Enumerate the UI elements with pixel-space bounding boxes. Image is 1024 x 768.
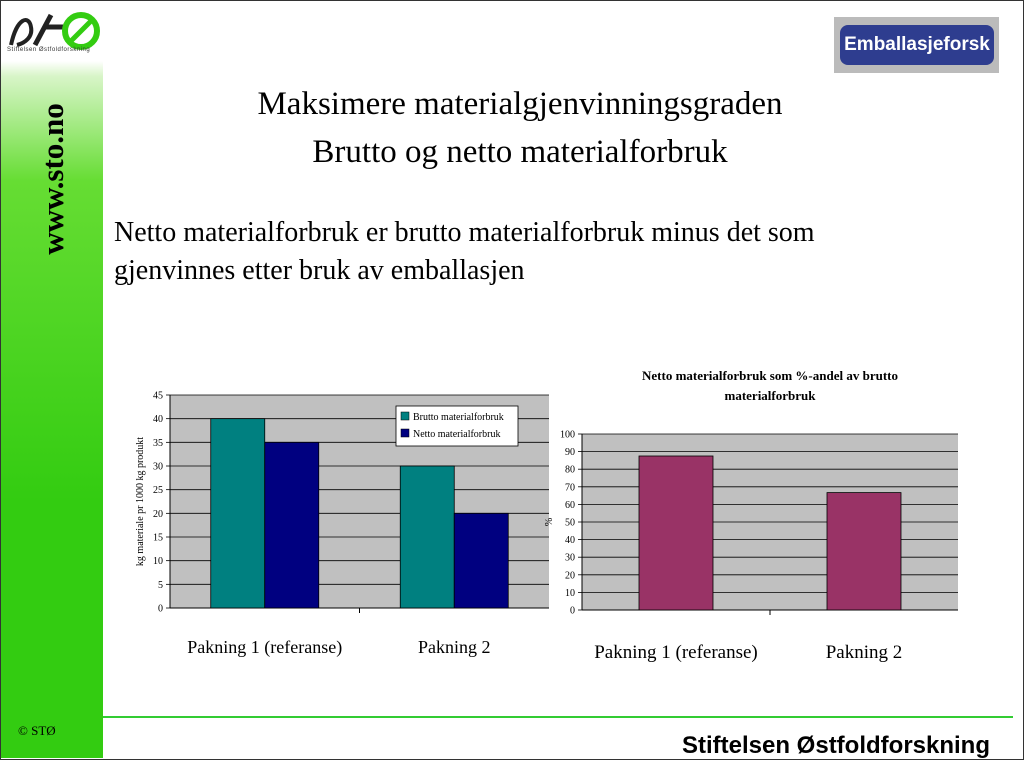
y-tick-label: 15 <box>153 532 163 544</box>
legend-swatch <box>401 429 409 437</box>
organization-name: Stiftelsen Østfoldforskning <box>681 732 990 759</box>
y-tick-label: 20 <box>565 570 575 582</box>
description-paragraph: Netto materialforbruk er brutto materialforbruk minus det som gjenvinnes etter bruk av emballasjen <box>114 217 815 286</box>
y-tick-label: 5 <box>158 579 163 591</box>
sidebar <box>1 1 103 758</box>
legend-swatch <box>401 412 409 420</box>
slide-subtitle: Brutto og netto materialforbruk <box>312 134 728 170</box>
bar-chart-netto-percent <box>540 362 970 672</box>
chart-title: materialforbruk <box>724 388 816 403</box>
x-category-label: Pakning 1 (referanse) <box>594 642 758 663</box>
bar <box>265 442 319 608</box>
legend-label: Netto materialforbruk <box>413 429 501 440</box>
y-tick-label: 20 <box>153 508 163 520</box>
y-tick-label: 70 <box>565 482 575 494</box>
bar-chart-materialforbruk <box>130 385 555 665</box>
x-category-label: Pakning 2 <box>825 642 903 663</box>
y-tick-label: 45 <box>153 390 163 402</box>
website-url: www.sto.no <box>35 103 70 255</box>
y-tick-label: 35 <box>153 437 163 449</box>
y-tick-label: 40 <box>565 535 575 547</box>
y-tick-label: 0 <box>570 605 575 617</box>
bar <box>827 493 901 610</box>
y-tick-label: 10 <box>565 587 575 599</box>
bar <box>400 466 454 608</box>
y-tick-label: 100 <box>560 429 575 441</box>
chart-title: Netto materialforbruk som %-andel av brutto <box>642 368 898 383</box>
copyright-text: © STØ <box>18 723 56 738</box>
footer-divider <box>103 716 1013 718</box>
legend-label: Brutto materialforbruk <box>413 412 504 423</box>
bar <box>211 419 265 608</box>
y-tick-label: 0 <box>158 603 163 615</box>
bar <box>454 513 508 608</box>
y-tick-label: 60 <box>565 499 575 511</box>
x-category-label: Pakning 2 <box>417 637 491 657</box>
logo-caption: Stiftelsen Østfoldforskning <box>7 47 91 53</box>
y-axis-label: kg materiale pr 1000 kg produkt <box>135 436 146 567</box>
brand-logo-text: Emballasjeforsk <box>840 25 994 65</box>
y-axis-label: % <box>544 517 555 527</box>
y-tick-label: 50 <box>565 517 575 529</box>
y-tick-label: 40 <box>153 414 163 426</box>
y-tick-label: 30 <box>153 461 163 473</box>
bar <box>639 456 713 610</box>
emballasjeforsk-logo <box>834 17 999 73</box>
y-tick-label: 90 <box>565 447 575 459</box>
x-category-label: Pakning 1 (referanse) <box>187 637 343 657</box>
y-tick-label: 10 <box>153 556 163 568</box>
y-tick-label: 25 <box>153 485 163 497</box>
slide-title: Maksimere materialgjenvinningsgraden <box>257 86 783 122</box>
y-tick-label: 30 <box>565 552 575 564</box>
y-tick-label: 80 <box>565 464 575 476</box>
